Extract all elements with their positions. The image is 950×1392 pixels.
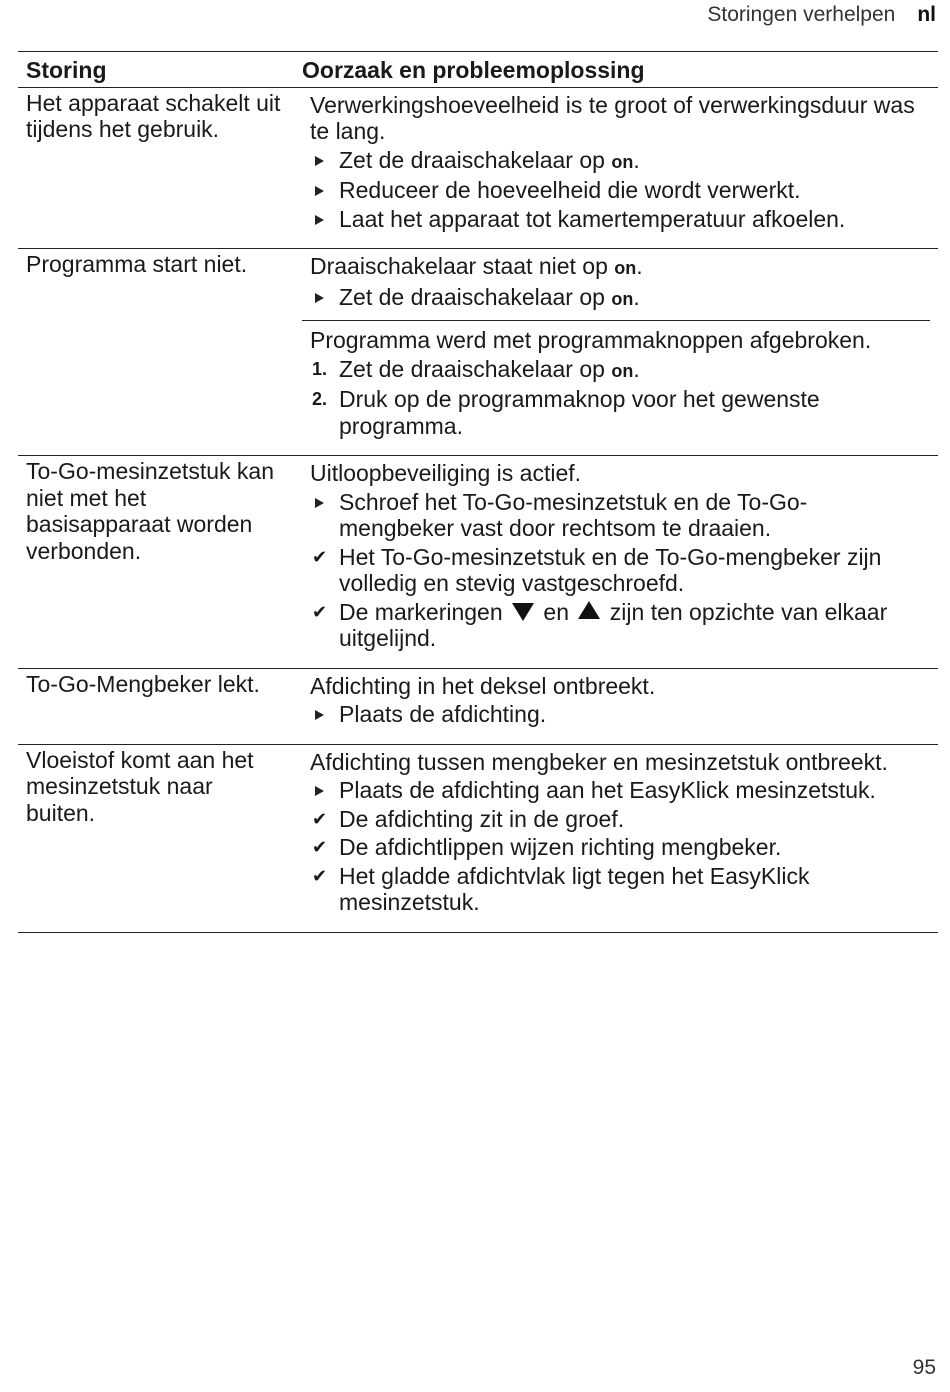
solution-step: Schroef het To-Go-mesinzetstuk en de To-Go-mengbeker vast door rechtsom te draaien. [339, 488, 808, 541]
table-row [18, 668, 938, 744]
table-row [18, 744, 938, 932]
cause-block [302, 90, 930, 241]
solution-step: ✔ Het gladde afdichtvlak ligt tegen het EasyKlick mesinzetstuk. [312, 862, 810, 915]
fault-cell: Programma start niet. [18, 249, 294, 456]
column-header-fault: Storing [18, 52, 294, 88]
column-header-cause: Oorzaak en probleemoplossing [294, 52, 938, 88]
solution-steps [310, 777, 922, 916]
page-number: 95 [912, 1356, 936, 1379]
switch-position-label: on [614, 258, 637, 278]
solution-step: ✔ De afdichtlippen wijzen richting mengbeker. [312, 834, 782, 860]
table-row [18, 249, 938, 456]
cause-block [302, 747, 930, 924]
fault-cell: Het apparaat schakelt uit tijdens het gebruik. [18, 87, 294, 249]
cause-block [302, 671, 930, 736]
cause-block [302, 458, 930, 660]
step-number: 2. [312, 389, 328, 409]
cause-cell [294, 744, 938, 932]
checkmark-icon: ✔ [312, 546, 328, 567]
solution-step: Reduceer de hoeveelheid die wordt verwerkt. [339, 177, 801, 203]
checkmark-icon: ✔ [312, 865, 328, 886]
solution-steps [310, 356, 922, 440]
switch-position-label: on [611, 151, 634, 172]
table-header-row [18, 52, 938, 88]
section-title: Storingen verhelpen [707, 3, 896, 26]
cause-cell [294, 456, 938, 669]
solution-steps [310, 147, 922, 233]
checkmark-icon: ✔ [312, 601, 328, 622]
solution-step: ✔ De markeringen en zijn ten opzichte van elkaar uitgelijnd. [312, 598, 888, 651]
language-code: nl [917, 3, 936, 26]
table-row [18, 87, 938, 249]
solution-step: 1. Zet de draaischakelaar op on. [312, 355, 640, 382]
solution-step: Zet de draaischakelaar op on. [339, 146, 640, 173]
solution-step: ✔ De afdichting zit in de groef. [312, 805, 625, 832]
step-number: 1. [312, 358, 328, 379]
solution-steps [310, 701, 922, 728]
cause-text: Programma werd met programmaknoppen afgebroken. [310, 327, 872, 353]
triangle-up-marker-icon [578, 601, 600, 619]
table-body [18, 87, 938, 932]
cause-cell [294, 668, 938, 744]
checkmark-icon: ✔ [312, 808, 328, 829]
solution-step: Plaats de afdichting. [339, 701, 547, 727]
fault-cell: Vloeistof komt aan het mesinzetstuk naar buiten. [18, 744, 294, 932]
solution-step: Laat het apparaat tot kamertemperatuur afkoelen. [339, 205, 846, 232]
solution-steps [310, 489, 922, 652]
page-header [707, 3, 936, 27]
cause-text: Uitloopbeveiliging is actief. [310, 460, 582, 486]
checkmark-icon: ✔ [312, 837, 328, 857]
cause-cell [294, 249, 938, 456]
solution-step: Plaats de afdichting aan het EasyKlick mesinzetstuk. [339, 777, 876, 803]
cause-text: Draaischakelaar staat niet op on. [310, 253, 643, 279]
table-row [18, 456, 938, 669]
triangle-down-marker-icon [512, 603, 534, 621]
cause-text: Verwerkingshoeveelheid is te groot of verwerkingsduur was te lang. [310, 91, 915, 144]
switch-position-label: on [611, 288, 634, 309]
fault-cell: To-Go-Mengbeker lekt. [18, 668, 294, 744]
solution-step: Zet de draaischakelaar op on. [339, 283, 640, 310]
cause-text: Afdichting tussen mengbeker en mesinzetstuk ontbreekt. [310, 748, 888, 775]
cause-block [302, 251, 930, 320]
solution-steps [310, 284, 922, 313]
solution-step: 2. Druk op de programmaknop voor het gewenste programma. [312, 386, 820, 439]
cause-cell [294, 87, 938, 249]
switch-position-label: on [611, 360, 634, 381]
cause-text: Afdichting in het deksel ontbreekt. [310, 672, 656, 699]
solution-step: ✔ Het To-Go-mesinzetstuk en de To-Go-mengbeker zijn volledig en stevig vastgeschroefd. [312, 543, 882, 596]
fault-cell: To-Go-mesinzetstuk kan niet met het basisapparaat worden verbonden. [18, 456, 294, 669]
troubleshooting-table [18, 51, 938, 933]
cause-block [302, 320, 930, 447]
